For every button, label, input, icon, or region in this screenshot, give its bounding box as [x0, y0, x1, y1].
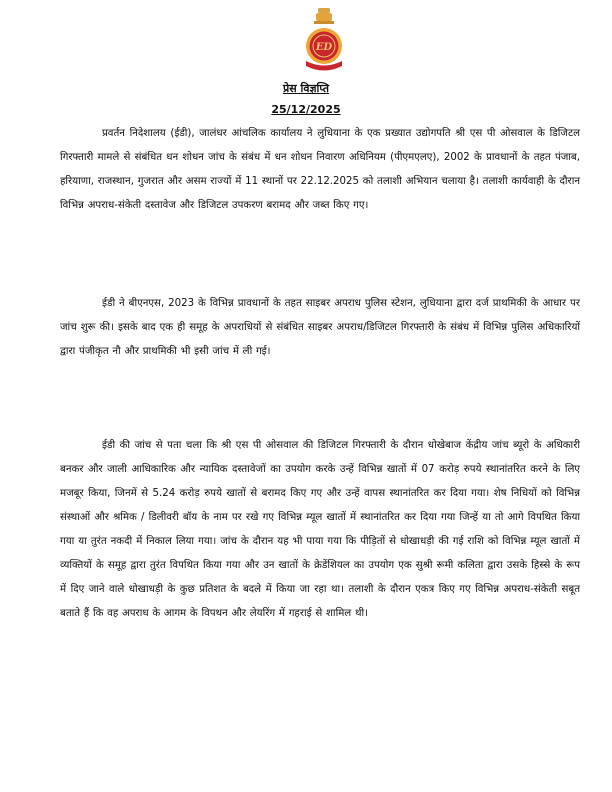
paragraph-1: प्रवर्तन निदेशालय (ईडी), जालंधर आंचलिक कार्यालय ने लुधियाना के एक प्रख्यात उद्योगपति श्री एस पी ओसवाल के डिजिटल गिरफ्तारी मामले से संबंधित धन शोधन जांच के संबंध में धन शोधन निवारण अधिनियम (पीएमएलए), 2002 के प्रावधानों के तहत पंजाब, हरियाणा, राजस्थान, गुजरात और असम राज्यों में 11 स्थानों पर 22.12.2025 को तलाशी अभियान चलाया है। तलाशी कार्यवाही के दौरान विभिन्न अपराध-संकेती दस्तावेज और डिजिटल उपकरण बरामद और जब्त किए गए। [60, 128, 580, 211]
press-release-date: 25/12/2025 [271, 103, 341, 116]
paragraph-2: ईडी ने बीएनएस, 2023 के विभिन्न प्रावधानों के तहत साइबर अपराध पुलिस स्टेशन, लुधियाना द्वारा दर्ज प्राथमिकी के आधार पर जांच शुरू की। इसके बाद एक ही समूह के अपराधियों से संबंधित साइबर अपराध/डिजिटल गिरफ्तारी के संबंध में विभिन्न पुलिस अधिकारियों द्वारा पंजीकृत नौ और प्राथमिकी भी इसी जांच में ली गई। [60, 298, 580, 357]
paragraph-3: ईडी की जांच से पता चला कि श्री एस पी ओसवाल की डिजिटल गिरफ्तारी के दौरान धोखेबाज केंद्रीय जांच ब्यूरो के अधिकारी बनकर और जाली आधिकारिक और न्यायिक दस्तावेजों का उपयोग करके उन्हें विभिन्न खातों में 07 करोड़ रुपये स्थानांतरित करने के लिए मजबूर किया, जिनमें से 5.24 करोड़ रुपये खातों से बरामद किए गए और उन्हें वापस स्थानांतरित कर दिया गया। शेष निधियों को विभिन्न संस्थाओं और श्रमिक / डिलीवरी बॉय के नाम पर रखे गए विभिन्न म्यूल खातों में स्थानांतरित कर दिया गया जिन्हें या तो आगे विपथित किया गया या तुरंत नकदी में निकाल लिया गया। जांच के दौरान यह भी पाया गया कि पीड़ितों से धोखाधड़ी की गई राशि को विभिन्न म्यूल खातों में व्यक्तियों के समूह द्वारा तुरंत विपथित किया गया और उन खातों के क्रेडेंशियल का उपयोग एक सुश्री रूमी कलिता द्वारा उसके हिस्से के रूप में दिए जाने वाले धोखाधड़ी के कुछ प्रतिशत के बदले में किया जा रहा था। तलाशी के दौरान एकत्र किए गए विभिन्न अपराध-संकेती सबूत बताते हैं कि वह अपराध के आगम के विपथन और लेयरिंग में गहराई से शामिल थी। [60, 440, 580, 619]
enforcement-directorate-emblem-icon [298, 6, 350, 74]
svg-text:ED: ED [315, 42, 333, 53]
page-title: प्रेस विज्ञप्ति [282, 82, 330, 95]
